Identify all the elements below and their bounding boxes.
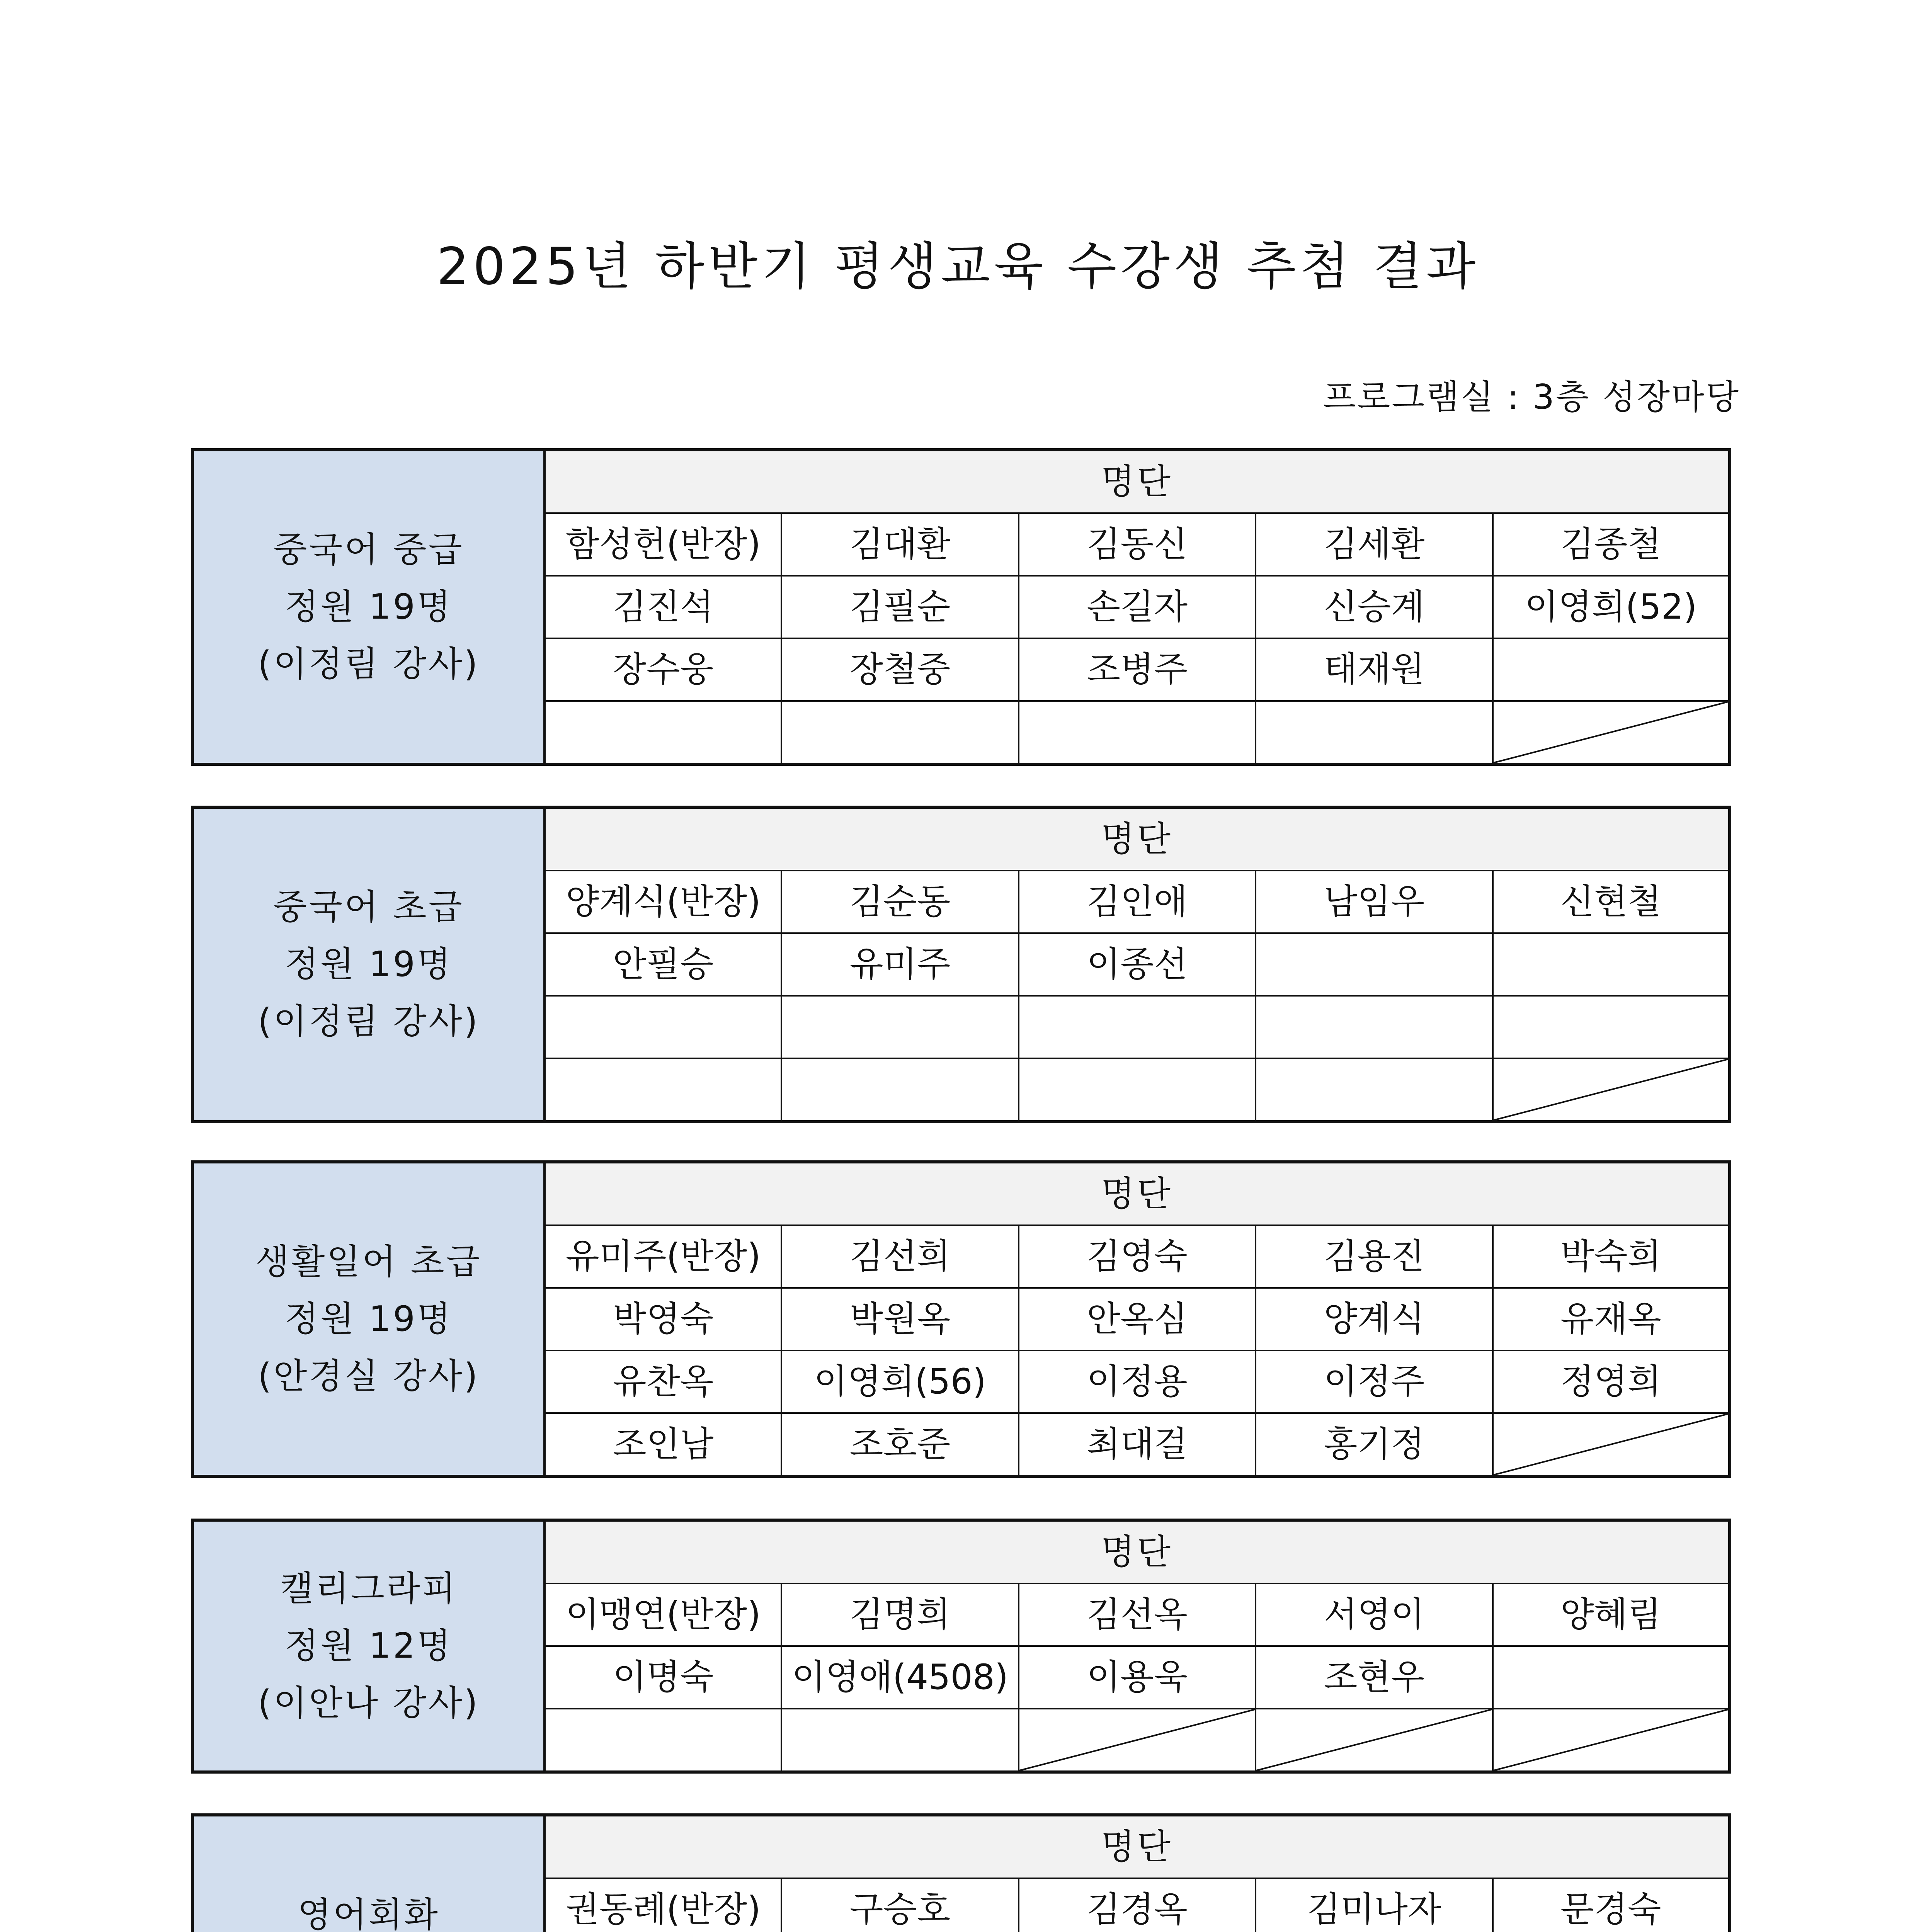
empty-slot: [1256, 996, 1492, 1058]
student-name: 이영희(52): [1493, 576, 1730, 638]
empty-slot-diagonal: [1493, 1058, 1730, 1122]
student-name: 이용욱: [1019, 1646, 1256, 1709]
student-name: 문경숙: [1493, 1878, 1730, 1932]
empty-slot: [545, 701, 781, 764]
empty-slot: [1019, 1058, 1256, 1122]
class-name: 영어회화: [298, 1895, 440, 1932]
empty-slot-diagonal: [1493, 1413, 1730, 1476]
student-name: 박숙희: [1493, 1225, 1730, 1288]
class-info-cell: [192, 1815, 545, 1932]
class-table: [191, 1519, 1731, 1774]
roster-header: 명단: [545, 1162, 1730, 1225]
diagonal-line: [1494, 1709, 1728, 1770]
student-name: 장철중: [781, 638, 1018, 701]
student-name: 홍기정: [1256, 1413, 1492, 1476]
roster-header: 명단: [545, 1520, 1730, 1583]
empty-slot: [1493, 996, 1730, 1058]
student-name: 신승계: [1256, 576, 1492, 638]
student-name: 최대걸: [1019, 1413, 1256, 1476]
student-name: 서영이: [1256, 1583, 1492, 1646]
class-table: [191, 448, 1731, 766]
student-name: 김세환: [1256, 513, 1492, 576]
student-name: 손길자: [1019, 576, 1256, 638]
class-name: 생활일어 초급: [255, 1242, 482, 1282]
diagonal-line: [1494, 1059, 1728, 1120]
class-instructor: (이정림 강사): [258, 1001, 480, 1042]
student-name: 장수웅: [545, 638, 781, 701]
student-name: 유미주(반장): [545, 1225, 781, 1288]
student-name: 이명숙: [545, 1646, 781, 1709]
class-name: 중국어 중급: [273, 529, 464, 570]
student-name: 김선옥: [1019, 1583, 1256, 1646]
class-info-cell: [192, 450, 545, 764]
empty-slot: [781, 701, 1018, 764]
student-name: 김명희: [781, 1583, 1018, 1646]
student-name: 김용진: [1256, 1225, 1492, 1288]
empty-slot: [1019, 701, 1256, 764]
class-info-cell: [192, 1162, 545, 1476]
student-name: 조인남: [545, 1413, 781, 1476]
class-info-cell: [192, 1520, 545, 1772]
student-name: 신현철: [1493, 871, 1730, 933]
empty-slot: [545, 996, 781, 1058]
student-name: 김대환: [781, 513, 1018, 576]
empty-slot: [545, 1709, 781, 1772]
class-capacity: 정원 12명: [285, 1626, 453, 1666]
header-row: [192, 1815, 1730, 1878]
header-row: [192, 1520, 1730, 1583]
student-name: 조호준: [781, 1413, 1018, 1476]
empty-slot-diagonal: [1256, 1709, 1492, 1772]
student-name: 이영희(56): [781, 1350, 1018, 1413]
student-name: 유미주: [781, 933, 1018, 996]
class-instructor: (이정림 강사): [258, 644, 480, 684]
empty-slot: [1493, 933, 1730, 996]
diagonal-line: [1256, 1709, 1492, 1770]
student-name: 김경옥: [1019, 1878, 1256, 1932]
student-name: 안옥심: [1019, 1288, 1256, 1350]
student-name: 김선희: [781, 1225, 1018, 1288]
student-name: 함성헌(반장): [545, 513, 781, 576]
student-name: 이맹연(반장): [545, 1583, 781, 1646]
student-name: 이정용: [1019, 1350, 1256, 1413]
student-name: 권동례(반장): [545, 1878, 781, 1932]
empty-slot-diagonal: [1493, 1709, 1730, 1772]
roster-header: 명단: [545, 1815, 1730, 1878]
student-name: 김인애: [1019, 871, 1256, 933]
class-capacity: 정원 19명: [285, 587, 453, 627]
student-name: 이영애(4508): [781, 1646, 1018, 1709]
class-name: 중국어 초급: [273, 887, 464, 927]
student-name: 양계식: [1256, 1288, 1492, 1350]
student-name: 박원옥: [781, 1288, 1018, 1350]
empty-slot: [1256, 933, 1492, 996]
student-name: 김진석: [545, 576, 781, 638]
student-name: 양혜림: [1493, 1583, 1730, 1646]
empty-slot: [1256, 701, 1492, 764]
student-name: 박영숙: [545, 1288, 781, 1350]
diagonal-line: [1019, 1709, 1255, 1770]
roster-header: 명단: [545, 450, 1730, 513]
student-name: 이종선: [1019, 933, 1256, 996]
roster-header: 명단: [545, 807, 1730, 871]
empty-slot: [781, 996, 1018, 1058]
empty-slot: [545, 1058, 781, 1122]
student-name: 태재원: [1256, 638, 1492, 701]
student-name: 김동신: [1019, 513, 1256, 576]
class-info-cell: [192, 807, 545, 1122]
class-table: [191, 1813, 1731, 1932]
class-capacity: 정원 19명: [285, 944, 453, 985]
class-name: 캘리그라피: [280, 1568, 458, 1609]
class-instructor: (이안나 강사): [258, 1683, 480, 1723]
empty-slot-diagonal: [1493, 701, 1730, 764]
student-name: 김필순: [781, 576, 1018, 638]
student-name: 남임우: [1256, 871, 1492, 933]
empty-slot: [1019, 996, 1256, 1058]
student-name: 안필승: [545, 933, 781, 996]
student-name: 구승호: [781, 1878, 1018, 1932]
student-name: 조병주: [1019, 638, 1256, 701]
empty-slot-diagonal: [1019, 1709, 1256, 1772]
header-row: [192, 450, 1730, 513]
student-name: 정영희: [1493, 1350, 1730, 1413]
class-instructor: (안경실 강사): [258, 1356, 480, 1396]
student-name: 김종철: [1493, 513, 1730, 576]
location-label: 프로그램실 : 3층 성장마당: [1323, 377, 1740, 417]
empty-slot: [1493, 638, 1730, 701]
empty-slot: [1493, 1646, 1730, 1709]
document-title: 2025년 하반기 평생교육 수강생 추첨 결과: [436, 237, 1480, 296]
header-row: [192, 807, 1730, 871]
student-name: 양계식(반장): [545, 871, 781, 933]
class-table: [191, 1160, 1731, 1478]
empty-slot: [1256, 1058, 1492, 1122]
student-name: 김미나자: [1256, 1878, 1492, 1932]
student-name: 조현우: [1256, 1646, 1492, 1709]
student-name: 김영숙: [1019, 1225, 1256, 1288]
diagonal-line: [1494, 702, 1728, 763]
student-name: 유재옥: [1493, 1288, 1730, 1350]
empty-slot: [781, 1058, 1018, 1122]
student-name: 이정주: [1256, 1350, 1492, 1413]
diagonal-line: [1494, 1414, 1728, 1475]
class-table: [191, 806, 1731, 1123]
empty-slot: [781, 1709, 1018, 1772]
student-name: 유찬옥: [545, 1350, 781, 1413]
class-capacity: 정원 19명: [285, 1299, 453, 1339]
student-name: 김순동: [781, 871, 1018, 933]
header-row: [192, 1162, 1730, 1225]
